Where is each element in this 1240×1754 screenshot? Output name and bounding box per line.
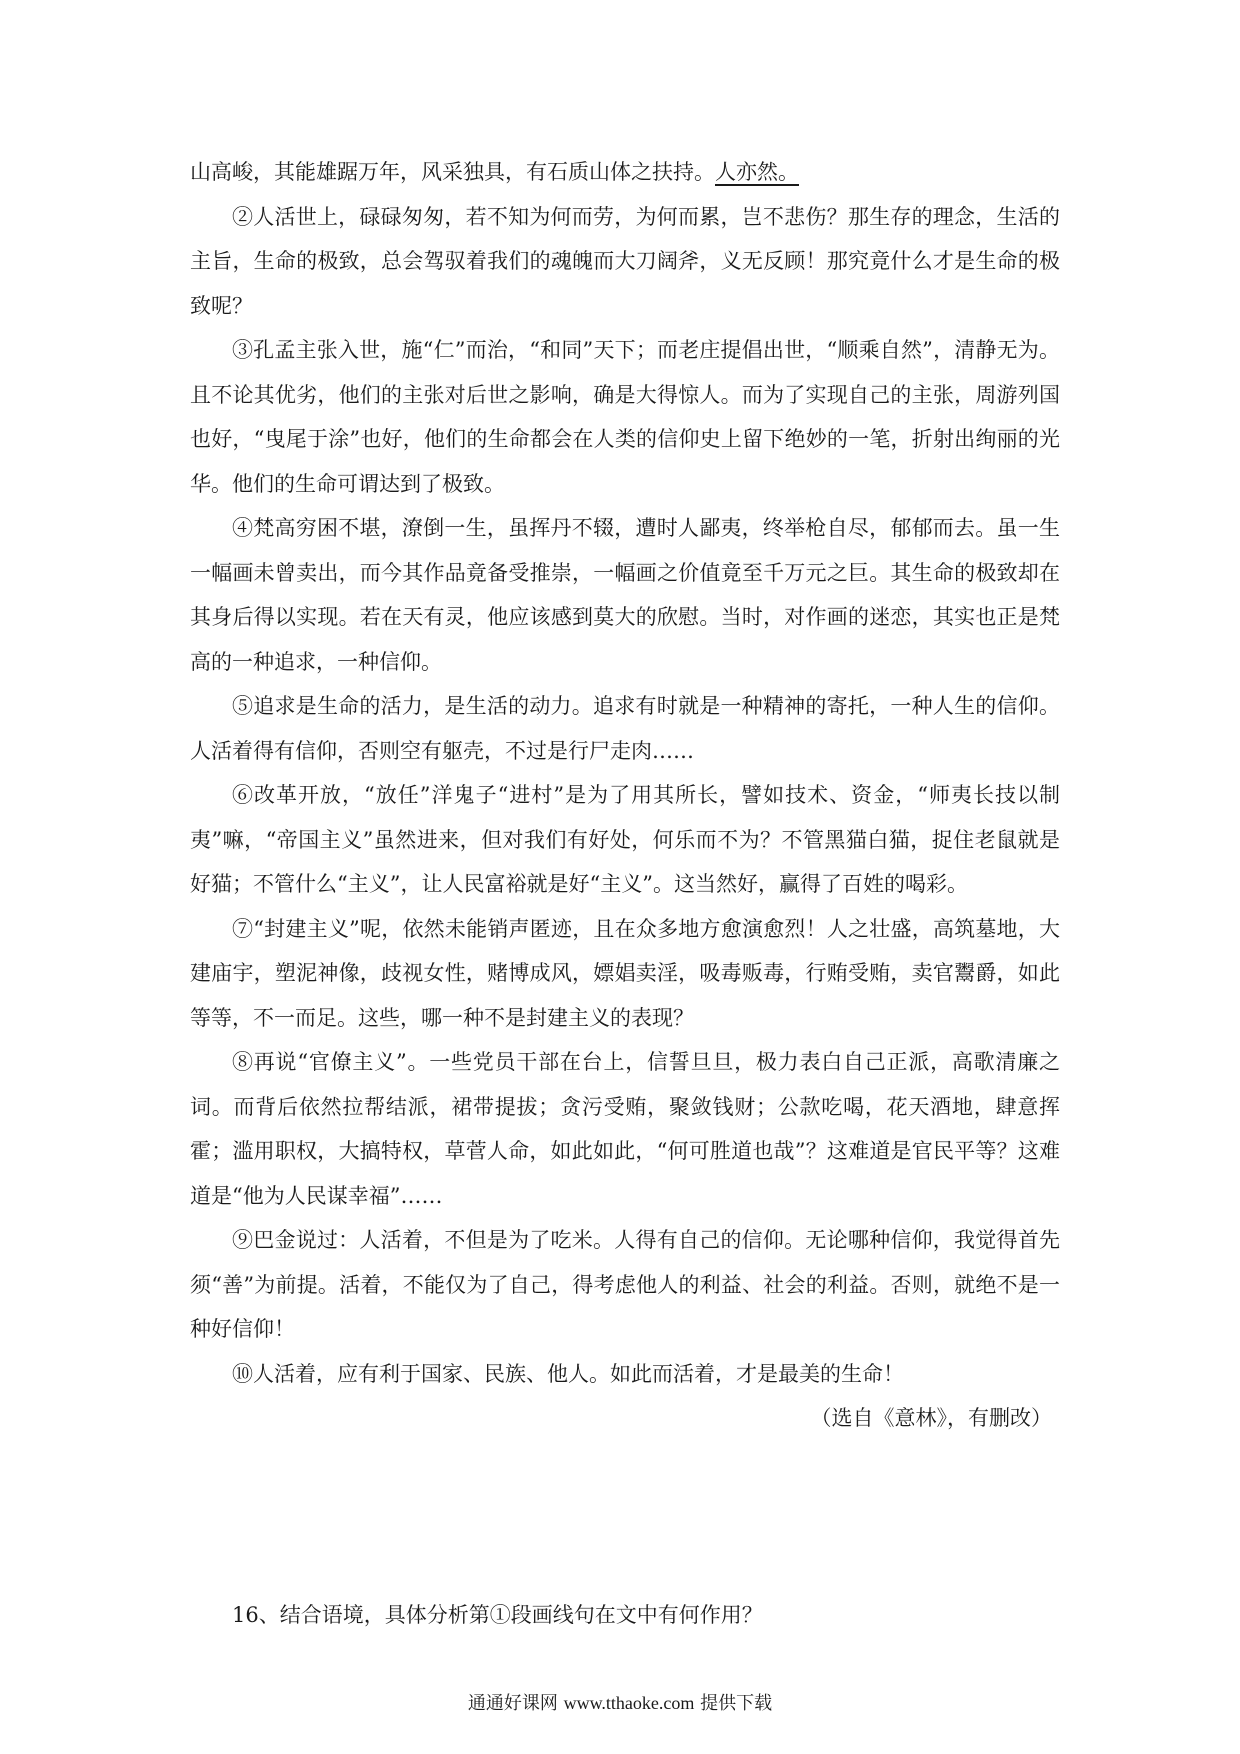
footer-site-name: 通通好课网	[467, 1693, 564, 1714]
paragraph-9: ⑨巴金说过：人活着，不但是为了吃米。人得有自己的信仰。无论哪种信仰，我觉得首先须“善”为前提。活着，不能仅为了自己，得考虑他人的利益、社会的利益。否则，就绝不是一种好信仰！	[190, 1228, 1060, 1341]
paragraph-5: ⑤追求是生命的活力，是生活的动力。追求有时就是一种精神的寄托，一种人生的信仰。人活着得有信仰，否则空有躯壳，不过是行尸走肉……	[190, 694, 1060, 763]
paragraph-6: ⑥改革开放，“放任”洋鬼子“进村”是为了用其所长，譬如技术、资金，“师夷长技以制夷”嘛，“帝国主义”虽然进来，但对我们有好处，何乐而不为？不管黑猫白猫，捉住老鼠就是好猫；不管什么“主义”，让人民富裕就是好“主义”。这当然好，赢得了百姓的喝彩。	[190, 783, 1060, 896]
source-citation: （选自《意林》，有删改）	[810, 1406, 1052, 1430]
paragraph-3: ③孔孟主张入世，施“仁”而治，“和同”天下；而老庄提倡出世，“顺乘自然”，清静无为。且不论其优劣，他们的主张对后世之影响，确是大得惊人。而为了实现自己的主张，周游列国也好，“曳尾于涂”也好，他们的生命都会在人类的信仰史上留下绝妙的一笔，折射出绚丽的光华。他们的生命可谓达到了极致。	[190, 338, 1060, 496]
paragraph-1-text: 山高峻，其能雄踞万年，风采独具，有石质山体之扶持。	[190, 160, 715, 184]
paragraph-1	[190, 150, 1060, 195]
footer-download-text: 提供下载	[694, 1693, 773, 1714]
paragraph-8: ⑧再说“官僚主义”。一些党员干部在台上，信誓旦旦，极力表白自己正派，高歌清廉之词。而背后依然拉帮结派，裙带提拔；贪污受贿，聚敛钱财；公款吃喝，花天酒地，肆意挥霍；滥用职权，大搞特权，草菅人命，如此如此，“何可胜道也哉”？这难道是官民平等？这难道是“他为人民谋幸福”……	[190, 1050, 1060, 1208]
article-body	[190, 150, 1060, 1441]
paragraph-4: ④梵高穷困不堪，潦倒一生，虽挥丹不辍，遭时人鄙夷，终举枪自尽，郁郁而去。虽一生一幅画未曾卖出，而今其作品竟备受推崇，一幅画之价值竟至千万元之巨。其生命的极致却在其身后得以实现。若在天有灵，他应该感到莫大的欣慰。当时，对作画的迷恋，其实也正是梵高的一种追求，一种信仰。	[190, 516, 1060, 674]
question-16: 16、结合语境，具体分析第①段画线句在文中有何作用？	[232, 1603, 763, 1627]
paragraph-2: ②人活世上，碌碌匆匆，若不知为何而劳，为何而累，岂不悲伤？那生存的理念，生活的主旨，生命的极致，总会驾驭着我们的魂魄而大刀阔斧，义无反顾！那究竟什么才是生命的极致呢？	[190, 204, 1060, 318]
page-footer	[0, 1690, 1240, 1717]
paragraph-10: ⑩人活着，应有利于国家、民族、他人。如此而活着，才是最美的生命！	[232, 1361, 904, 1386]
footer-url: www.tthaoke.com	[563, 1693, 695, 1713]
paragraph-7: ⑦“封建主义”呢，依然未能销声匿迹，且在众多地方愈演愈烈！人之壮盛，高筑墓地，大建庙宇，塑泥神像，歧视女性，赌博成风，嫖娼卖淫，吸毒贩毒，行贿受贿，卖官鬻爵，如此等等，不一而足。这些，哪一种不是封建主义的表现？	[190, 916, 1060, 1030]
underlined-sentence: 人亦然。	[715, 160, 799, 184]
